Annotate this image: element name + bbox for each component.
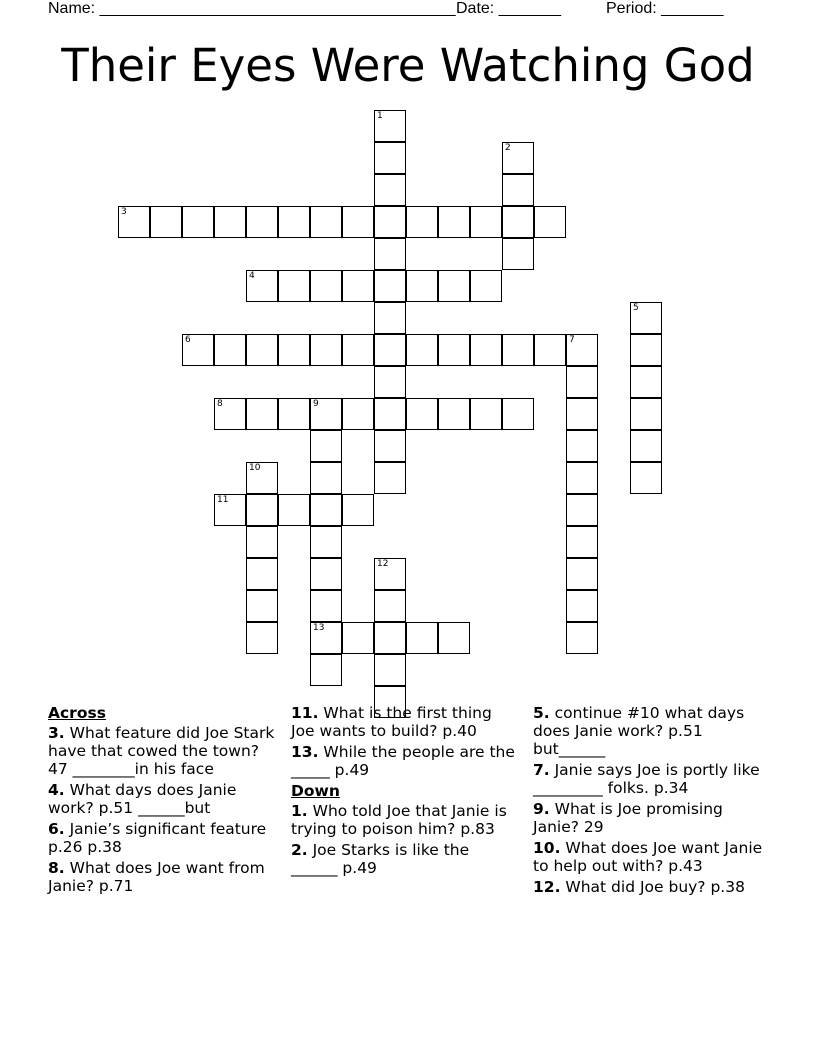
clue-number: 4 [249, 271, 255, 281]
clue-number: 7 [569, 335, 575, 345]
grid-cell[interactable] [342, 270, 374, 302]
clue-number: 13. [291, 743, 319, 761]
clues-column-1 [48, 704, 276, 898]
grid-cell[interactable] [310, 494, 342, 526]
clue-number: 7. [533, 761, 550, 779]
clue-text: While the people are the _____ p.49 [291, 743, 515, 779]
clue-text: Joe Starks is like the ______ p.49 [291, 841, 470, 877]
grid-cell[interactable] [310, 654, 342, 686]
grid-cell[interactable] [246, 462, 278, 494]
grid-cell[interactable] [310, 270, 342, 302]
grid-cell[interactable] [566, 558, 598, 590]
grid-cell[interactable] [406, 398, 438, 430]
clue-number: 13 [313, 623, 325, 633]
grid-cell[interactable] [374, 430, 406, 462]
clue-item [533, 800, 771, 836]
grid-cell[interactable] [246, 270, 278, 302]
clue-number: 6 [185, 335, 191, 345]
across-heading: Across [48, 704, 106, 722]
grid-cell[interactable] [374, 398, 406, 430]
clue-item [291, 704, 517, 740]
clue-number: 5 [633, 303, 639, 313]
grid-cell[interactable] [246, 494, 278, 526]
down-heading: Down [291, 782, 340, 800]
puzzle-title: Their Eyes Were Watching God [61, 39, 755, 92]
grid-cell[interactable] [278, 398, 310, 430]
clue-number: 9. [533, 800, 550, 818]
grid-cell[interactable] [566, 366, 598, 398]
grid-cell[interactable] [374, 302, 406, 334]
clue-text: What days does Janie work? p.51 ______but [48, 781, 237, 817]
grid-cell[interactable] [246, 558, 278, 590]
clue-text: Janie says Joe is portly like _________ folks. p.34 [533, 761, 760, 797]
clue-number: 2 [505, 143, 511, 153]
grid-cell[interactable] [246, 526, 278, 558]
clue-text: What does Joe want Janie to help out with? p.43 [533, 839, 763, 875]
clue-number: 5. [533, 704, 550, 722]
grid-cell[interactable] [310, 206, 342, 238]
grid-cell[interactable] [310, 558, 342, 590]
clue-item [291, 802, 517, 838]
clue-text: continue #10 what days does Janie work? p.51 but______ [533, 704, 745, 758]
grid-cell[interactable] [630, 366, 662, 398]
grid-cell[interactable] [566, 462, 598, 494]
grid-cell[interactable] [534, 334, 566, 366]
clue-item [291, 743, 517, 779]
clue-text: What is Joe promising Janie? 29 [533, 800, 723, 836]
grid-cell[interactable] [406, 334, 438, 366]
clue-item [48, 781, 276, 817]
grid-cell[interactable] [470, 334, 502, 366]
grid-cell[interactable] [150, 206, 182, 238]
grid-cell[interactable] [502, 174, 534, 206]
grid-cell[interactable] [566, 334, 598, 366]
grid-cell[interactable] [438, 206, 470, 238]
grid-cell[interactable] [630, 302, 662, 334]
grid-cell[interactable] [342, 206, 374, 238]
grid-cell[interactable] [438, 334, 470, 366]
period-field[interactable]: Period: _______ [606, 0, 724, 17]
clue-number: 9 [313, 399, 319, 409]
clue-item [48, 859, 276, 895]
grid-cell[interactable] [374, 334, 406, 366]
grid-cell[interactable] [566, 494, 598, 526]
grid-cell[interactable] [374, 654, 406, 686]
clue-item [533, 704, 771, 758]
grid-cell[interactable] [310, 526, 342, 558]
grid-cell[interactable] [630, 462, 662, 494]
grid-cell[interactable] [182, 334, 214, 366]
grid-cell[interactable] [246, 622, 278, 654]
clue-number: 12. [533, 878, 561, 896]
clue-text: Who told Joe that Janie is trying to poison him? p.83 [291, 802, 507, 838]
grid-cell[interactable] [246, 398, 278, 430]
grid-cell[interactable] [630, 334, 662, 366]
grid-cell[interactable] [502, 238, 534, 270]
grid-cell[interactable] [438, 270, 470, 302]
clue-item [533, 761, 771, 797]
clue-number: 8. [48, 859, 65, 877]
grid-cell[interactable] [310, 622, 342, 654]
clue-number: 3. [48, 724, 65, 742]
grid-cell[interactable] [182, 206, 214, 238]
grid-cell[interactable] [278, 494, 310, 526]
clue-text: What feature did Joe Stark have that cowed the town? 47 ________in his face [48, 724, 275, 778]
grid-cell[interactable] [342, 398, 374, 430]
grid-cell[interactable] [374, 558, 406, 590]
grid-cell[interactable] [374, 206, 406, 238]
grid-cell[interactable] [406, 270, 438, 302]
grid-cell[interactable] [502, 398, 534, 430]
clue-number: 3 [121, 207, 127, 217]
date-field[interactable]: Date: _______ [456, 0, 561, 17]
clue-text: Janie’s significant feature p.26 p.38 [48, 820, 267, 856]
grid-cell[interactable] [374, 366, 406, 398]
clue-item [48, 724, 276, 778]
clue-number: 11. [291, 704, 319, 722]
clue-text: What does Joe want from Janie? p.71 [48, 859, 265, 895]
grid-cell[interactable] [566, 526, 598, 558]
grid-cell[interactable] [214, 494, 246, 526]
clues-column-2 [291, 704, 517, 880]
grid-cell[interactable] [406, 206, 438, 238]
grid-cell[interactable] [374, 110, 406, 142]
grid-cell[interactable] [534, 206, 566, 238]
clue-item [291, 841, 517, 877]
grid-cell[interactable] [438, 398, 470, 430]
grid-cell[interactable] [342, 494, 374, 526]
clue-text: What did Joe buy? p.38 [560, 878, 745, 896]
grid-cell[interactable] [566, 622, 598, 654]
clue-number: 2. [291, 841, 308, 859]
grid-cell[interactable] [470, 270, 502, 302]
grid-cell[interactable] [502, 206, 534, 238]
clue-number: 4. [48, 781, 65, 799]
grid-cell[interactable] [566, 398, 598, 430]
grid-cell[interactable] [246, 334, 278, 366]
grid-cell[interactable] [342, 334, 374, 366]
grid-cell[interactable] [630, 430, 662, 462]
grid-cell[interactable] [214, 334, 246, 366]
grid-cell[interactable] [374, 238, 406, 270]
clue-number: 10. [533, 839, 561, 857]
grid-cell[interactable] [310, 590, 342, 622]
grid-cell[interactable] [470, 206, 502, 238]
grid-cell[interactable] [310, 430, 342, 462]
clue-item [48, 820, 276, 856]
grid-cell[interactable] [502, 334, 534, 366]
grid-cell[interactable] [374, 270, 406, 302]
clue-number: 1 [377, 111, 383, 121]
grid-cell[interactable] [406, 622, 438, 654]
grid-cell[interactable] [246, 590, 278, 622]
clue-item [533, 878, 771, 896]
grid-cell[interactable] [246, 206, 278, 238]
clue-number: 10 [249, 463, 261, 473]
clue-text: What is the first thing Joe wants to build? p.40 [291, 704, 492, 740]
grid-cell[interactable] [374, 174, 406, 206]
grid-cell[interactable] [214, 398, 246, 430]
grid-cell[interactable] [566, 430, 598, 462]
grid-cell[interactable] [438, 622, 470, 654]
clue-number: 12 [377, 559, 389, 569]
grid-cell[interactable] [278, 206, 310, 238]
clues-column-3 [533, 704, 771, 899]
clue-number: 8 [217, 399, 223, 409]
grid-cell[interactable] [374, 590, 406, 622]
grid-cell[interactable] [310, 334, 342, 366]
grid-cell[interactable] [374, 142, 406, 174]
grid-cell[interactable] [310, 462, 342, 494]
clue-number: 6. [48, 820, 65, 838]
clue-item [533, 839, 771, 875]
grid-cell[interactable] [374, 462, 406, 494]
grid-cell[interactable] [502, 142, 534, 174]
grid-cell[interactable] [278, 270, 310, 302]
grid-cell[interactable] [214, 206, 246, 238]
grid-cell[interactable] [342, 622, 374, 654]
grid-cell[interactable] [310, 398, 342, 430]
clue-number: 11 [217, 495, 229, 505]
grid-cell[interactable] [630, 398, 662, 430]
name-field[interactable]: Name: ________________________________________ [48, 0, 456, 17]
grid-cell[interactable] [374, 622, 406, 654]
grid-cell[interactable] [566, 590, 598, 622]
clue-number: 1. [291, 802, 308, 820]
grid-cell[interactable] [278, 334, 310, 366]
grid-cell[interactable] [118, 206, 150, 238]
grid-cell[interactable] [470, 398, 502, 430]
